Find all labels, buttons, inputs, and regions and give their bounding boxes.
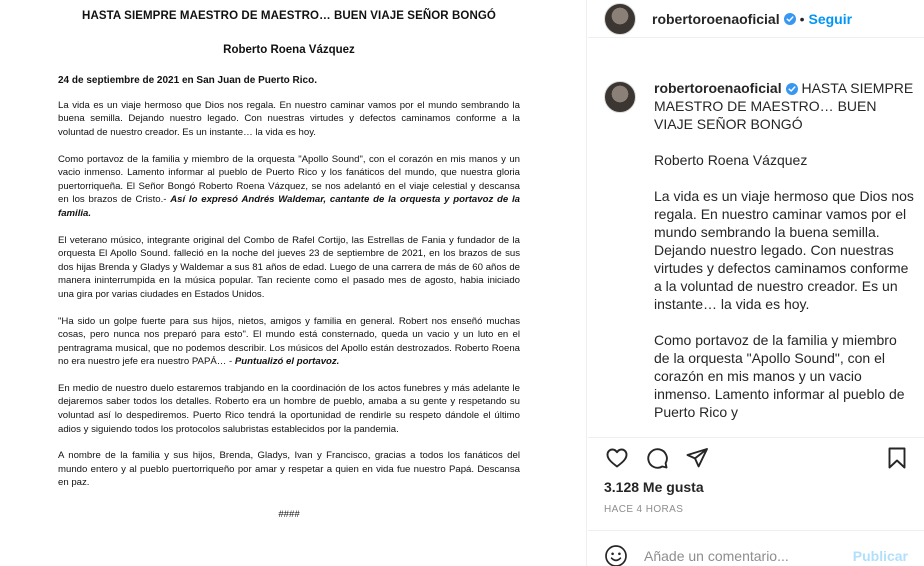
document-paragraph: A nombre de la familia y sus hijos, Brenda, Gladys, Ivan y Francisco, gracias a todos los fanáticos del mundo entero y al pueblo puertorriqueño por amar y respetar a quien en vida fue nuestro Papá. Descansa en paz.: [58, 450, 520, 489]
action-bar: [604, 444, 910, 472]
caption-paragraph: La vida es un viaje hermoso que Dios nos regala. En nuestro caminar vamos por el mundo sembrando la buena semilla. Dejando nuestro legado. Con nuestras virtudes y defectos caminamos conforme a la voluntad de nuestro creador. Es un instante… la vida es hoy.: [654, 188, 914, 312]
caption-title-text: HASTA SIEMPRE MAESTRO DE MAESTRO… BUEN VIAJE SEÑOR BONGÓ: [654, 80, 914, 132]
bookmark-icon: [885, 446, 909, 470]
share-icon: [685, 446, 709, 470]
like-count[interactable]: 3.128 Me gusta: [604, 479, 704, 495]
document-emphasis: Puntualizó el portavoz.: [234, 356, 340, 368]
avatar[interactable]: [604, 3, 636, 35]
like-button[interactable]: [604, 445, 630, 471]
document-title: HASTA SIEMPRE MAESTRO DE MAESTRO… BUEN VIAJE SEÑOR BONGÓ: [82, 10, 496, 22]
document-date: 24 de septiembre de 2021 en San Juan de Puerto Rico.: [58, 75, 317, 87]
caption-text: [654, 79, 914, 421]
heart-icon: [605, 446, 629, 470]
caption-row: [604, 64, 914, 421]
comment-icon: [645, 446, 669, 470]
document-author: Roberto Roena Vázquez: [223, 43, 355, 56]
document-paragraph: [58, 315, 520, 369]
caption-paragraph: Como portavoz de la familia y miembro de la orquesta "Apollo Sound", con el corazón en mis manos y un vacio inmenso. Lamento informar al pueblo de Puerto Rico y: [654, 332, 905, 420]
caption-area: [604, 64, 914, 437]
share-button[interactable]: [684, 445, 710, 471]
follow-button[interactable]: Seguir: [808, 10, 853, 27]
emoji-button[interactable]: [604, 544, 628, 566]
header-separator: •: [799, 10, 805, 27]
document-end-mark: ####: [278, 509, 300, 521]
verified-badge-icon: [784, 13, 796, 25]
save-button[interactable]: [884, 445, 910, 471]
avatar[interactable]: [604, 81, 636, 113]
document-paragraph-text: "Ha sido un golpe fuerte para sus hijos, nietos, amigos y familia en general. Robert nos enseñó muchas cosas, pero nunca nos preparó para esto". El mundo está consternado, queda un vacio y un luto en el pentragrama musical, que no podemos describir. Los músicos del Apollo están destrozados. Roberto Roena no era nuestro jefe era nuestro PAPÁ… -: [58, 315, 520, 368]
post-side-panel: [588, 0, 924, 566]
document-paragraph: El veterano músico, integrante original del Combo de Rafel Cortijo, las Estrellas de Fania y fundador de la orquesta El Apollo Sound. falleció en la noche del jueves 23 de septiembre de 2021, en los brazos de sus dos hijas Brenda y Gladys y Waldemar a sus 81 años de edad. Luego de una carrera de más de 60 años de manera ininterrumpida en la música popular. Tan reciente como el pasado mes de agosto, habia iniciado una gira por varias ciudades en Estados Unidos.: [58, 234, 520, 300]
post-header: [588, 0, 924, 38]
document-paragraph: La vida es un viaje hermoso que Dios nos regala. En nuestro caminar vamos por el mundo sembrando la buena semilla. Dejando nuestro legado. Con nuestras virtudes y defectos caminamos conforme a la voluntad de nuestro creador. Es un instante… la vida es hoy.: [58, 99, 520, 138]
post-timestamp[interactable]: HACE 4 HORAS: [604, 504, 684, 515]
document-emphasis: Así lo expresó Andrés Waldemar, cantante de la orquesta y portavoz de la familia.: [58, 194, 520, 219]
emoji-icon: [604, 544, 628, 566]
caption-title: [654, 79, 914, 133]
caption-username[interactable]: robertoroenaoficial: [654, 80, 782, 96]
divider: [588, 530, 924, 531]
header-username[interactable]: robertoroenaoficial: [652, 10, 780, 27]
comment-bar: [588, 537, 924, 566]
comment-button[interactable]: [644, 445, 670, 471]
document-paragraph-text: Como portavoz de la familia y miembro de la orquesta "Apollo Sound", con el corazón en mis manos y un vacio inmenso. Lamento informar al pueblo de Puerto Rico y los fanáticos del mundo, que nuestra gloria puertorriqueña. El Señor Bongó Roberto Roena Vázquez, se nos adelantó en el viaje celestial y descansa en los brazos de Cristo.-: [58, 153, 520, 206]
publish-button[interactable]: Publicar: [852, 548, 908, 564]
document-paragraph: En medio de nuestro duelo estaremos trabjando en la coordinación de los actos funebres y más adelante le dejaremos saber todos los detalles. Roberto era un hombre de pueblo, amaba a su gente y respetando su voluntad así lo despediremos. Puerto Rico tendrá la oportunidad de rendirle su respeto dándole el último adios y siguiendo todos los protocolos salubristas establecidos por la pandemia.: [58, 382, 520, 435]
caption-author: Roberto Roena Vázquez: [654, 152, 808, 168]
press-release-document: [58, 10, 520, 522]
verified-badge-icon: [786, 83, 798, 95]
comment-input[interactable]: [644, 548, 844, 564]
divider: [588, 437, 924, 438]
document-paragraph: [58, 153, 520, 221]
